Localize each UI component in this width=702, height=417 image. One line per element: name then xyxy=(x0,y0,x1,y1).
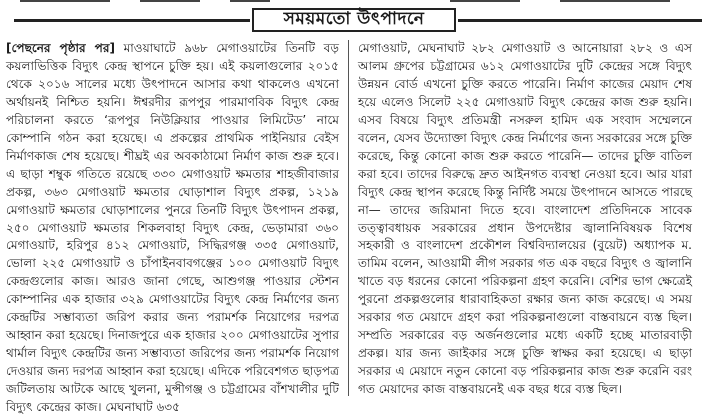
headline-rule-left xyxy=(14,19,250,22)
headline-rule-right xyxy=(458,19,702,22)
headline: সময়মতো উৎপাদনে xyxy=(252,8,456,32)
column-divider xyxy=(348,40,349,396)
right-column-text: মেগাওয়াট, মেঘনাঘাট ২৮২ মেগাওয়াট ও আনোয়ারা ২৮২ ও এস আলম গ্রুপের চট্টগ্রামের ৬১২ মেগাওয়াটের দুটি কেন্দ্রের সঙ্গে বিদ্যুৎ উন্নয়ন বোর্ড এখনো চুক্তি করতে পারেনি। নির্মাণ কাজের মেয়াদ শেষ হয়ে এলেও সিলেট ২২৫ মেগাওয়াট বিদ্যুৎ কেন্দ্রের কাজ শুরু হয়নি। এসব বিষয়ে বিদ্যুৎ প্রতিমন্ত্রী নসরুল হামিদ এক সংবাদ সম্মেলনে বলেন, যেসব উদ্যোক্তা বিদ্যুৎ কেন্দ্র নির্মাণের জন্য সরকারের সঙ্গে চুক্তি করেছে, কিন্তু কোনো কাজ শুরু করতে পারেনি— তাদের চুক্তি বাতিল করা হবে। তাদের বিরুদ্ধে দ্রুত আইনগত ব্যবস্থা নেওয়া হবে। আর যারা বিদ্যুৎ কেন্দ্র স্থাপন করেছে কিন্তু নির্দিষ্ট সময়ে উৎপাদনে আসতে পারছে না— তাদের জরিমানা দিতে হবে। বাংলাদেশ প্রতিদিনকে সাবেক তত্ত্বাবধায়ক সরকারের প্রধান উপদেষ্টার জ্বালানিবিষয়ক বিশেষ সহকারী ও বাংলাদেশ প্রকৌশল বিশ্ববিদ্যালয়ের (বুয়েট) অধ্যাপক ম. তামিম বলেন, আওয়ামী লীগ সরকার গত এক বছরে বিদ্যুৎ ও জ্বালানি খাতে বড় ধরনের কোনো পরিকল্পনা গ্রহণ করেনি। বেশির ভাগ ক্ষেত্রেই পুরনো প্রকল্পগুলোর ধারাবাহিকতা রক্ষার জন্য কাজ করেছে। এ সময় সরকার গত মেয়াদে গ্রহণ করা পরিকল্পনাগুলো বাস্তবায়নে ব্যস্ত ছিল। সম্প্রতি সরকারের বড় অর্জনগুলোর মধ্যে একটি হচ্ছে মাতারবাড়ী প্রকল্প। যার জন্য জাইকার সঙ্গে চুক্তি স্বাক্ষর করা হয়েছে। এ ছাড়া সরকার এ মেয়াদে নতুন কোনো বড় পরিকল্পনার কাজ শুরু করেনি বরং গত মেয়াদের কাজ বাস্তবায়নেই এক বছর ধরে ব্যস্ত ছিল। xyxy=(358,41,692,397)
right-column xyxy=(358,40,692,396)
headline-bar xyxy=(0,8,702,32)
left-column-paragraph xyxy=(6,40,339,417)
continuation-tag: [পেছনের পৃষ্ঠার পর] xyxy=(6,41,115,55)
left-column xyxy=(6,40,339,415)
left-column-text: মাওয়াঘাটে ৯৬৮ মেগাওয়াটের তিনটি বড় কয়লাভিত্তিক বিদ্যুৎ কেন্দ্র স্থাপনে চুক্তি হয়। এই কয়লাগুলোর ২০১৫ থেকে ২০১৬ সালের মধ্যে উৎপাদনে আসার কথা থাকলেও এখনো অর্থায়নই নিশ্চিত হয়নি। ঈশ্বরদীর রূপপুর পারমাণবিক বিদ্যুৎ কেন্দ্র পরিচালনা করতে ‘রূপপুর নিউক্লিয়ার পাওয়ার লিমিটেড’ নামে কোম্পানি গঠন করা হয়েছে। এ প্রকল্পের প্রাথমিক পাইনিয়ার বেইস নির্মাণকাজ শেষ হয়েছে। শীঘ্রই এর অবকাঠামো নির্মাণ কাজ শুরু হবে। এ ছাড়া শম্বুক গতিতে রয়েছে ৩৩০ মেগাওয়াট ক্ষমতার শাহজীবাজার প্রকল্প, ৩৬৩ মেগাওয়াট ক্ষমতার ঘোড়াশাল বিদ্যুৎ প্রকল্প, ১২১৯ মেগাওয়াট ক্ষমতার ঘোড়াশালের পুনরে তিনটি বিদ্যুৎ উৎপাদন প্রকল্প, ২৫০ মেগাওয়াট ক্ষমতার শিকলবাহা বিদ্যুৎ কেন্দ্র, ভেড়ামারা ৩৬০ মেগাওয়াট, হরিপুর ৪১২ মেগাওয়াট, সিদ্ধিরগঞ্জ ৩৩৫ মেগাওয়াট, ভোলা ২২৫ মেগাওয়াট ও চাঁপাইনবাবগঞ্জের ১০০ মেগাওয়াট বিদ্যুৎ কেন্দ্রগুলোর কাজ। আরও জানা গেছে, আশুগঞ্জ পাওয়ার স্টেশন কোম্পানির এক হাজার ৩২৯ মেগাওয়াটের বিদ্যুৎ কেন্দ্র নির্মাণের জন্য কেন্দ্রটির সম্ভাব্যতা জরিপ করার জন্য পরামর্শক নিয়োগের দরপত্র আহ্বান করা হয়েছে। দিনাজপুরে এক হাজার ২০০ মেগাওয়াটের সুপার থার্মাল বিদ্যুৎ কেন্দ্রটির জন্য সম্ভাব্যতা জরিপের জন্য পরামর্শক নিয়োগ দেওয়ার জন্য দরপত্র আহ্বান করা হয়েছে। এদিকে পরিবেশগত ছাড়পত্র জটিলতায় আটকে আছে খুলনা, মুন্সীগঞ্জ ও চট্টগ্রামের বাঁশখালীর দুটি বিদ্যুৎ কেন্দ্রের কাজ। মেঘনাঘাট ৬৩৫ xyxy=(6,41,339,415)
